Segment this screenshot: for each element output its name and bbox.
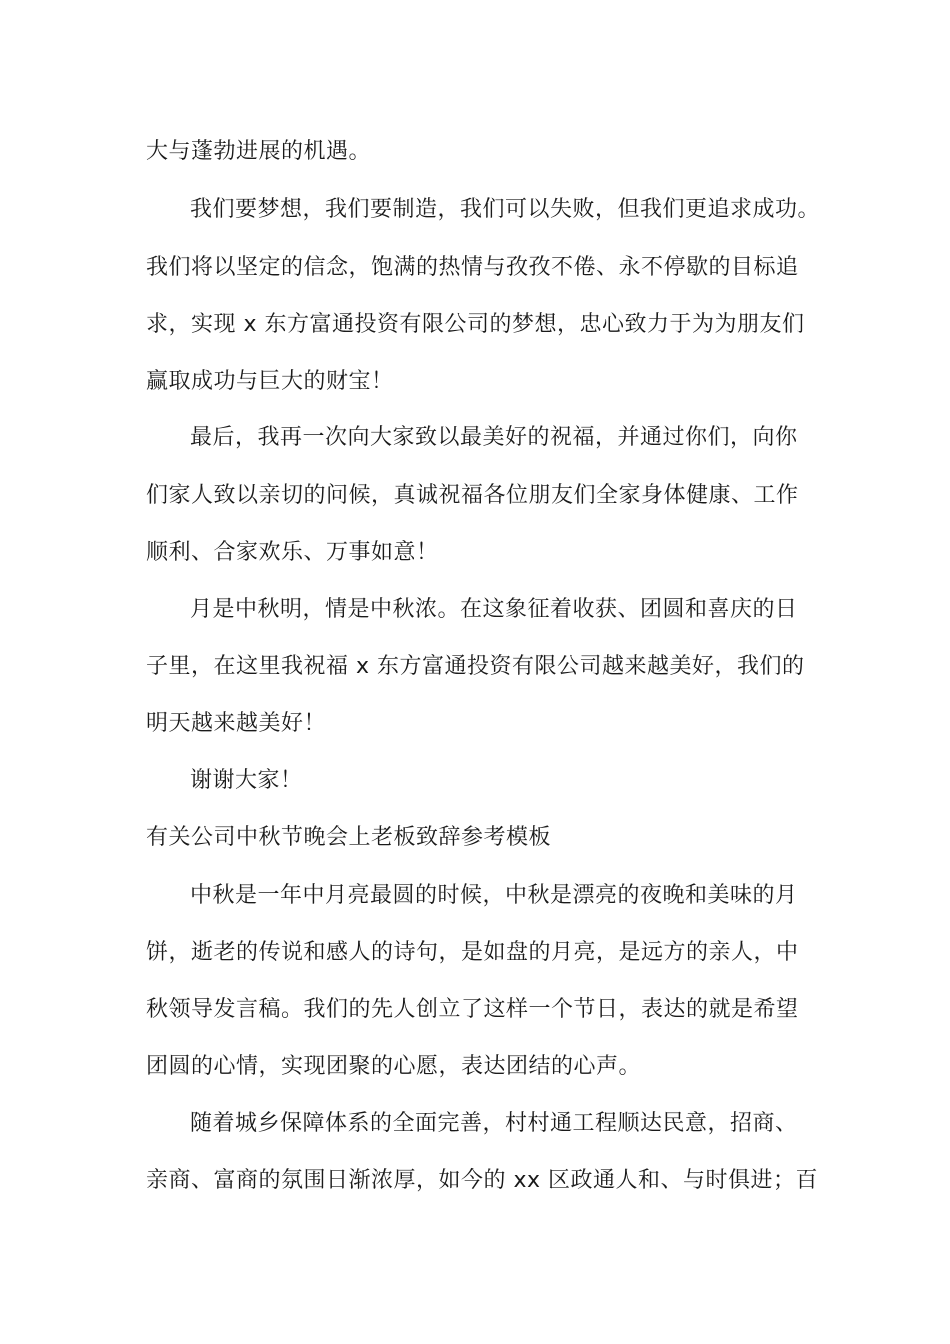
text-line: 亲商、富商的氛围日渐浓厚，如今的 xx 区政通人和、与时俱进；百 <box>146 1168 819 1193</box>
text-line: 赢取成功与巨大的财宝！ <box>146 369 394 394</box>
paragraph-start: 中秋是一年中月亮最圆的时候，中秋是漂亮的夜晚和美味的月 <box>190 883 798 908</box>
text-line: 团圆的心情，实现团聚的心愿，表达团结的心声。 <box>146 1054 642 1079</box>
paragraph-start: 谢谢大家！ <box>190 768 303 793</box>
text-line: 大与蓬勃进展的机遇。 <box>146 139 372 164</box>
text-line: 秋领导发言稿。我们的先人创立了这样一个节日，表达的就是希望 <box>146 997 799 1022</box>
text-line: 子里，在这里我祝福 x 东方富通投资有限公司越来越美好，我们的 <box>146 654 805 679</box>
text-line: 明天越来越美好！ <box>146 711 327 736</box>
paragraph-start: 随着城乡保障体系的全面完善，村村通工程顺达民意，招商、 <box>190 1111 798 1136</box>
paragraph-start: 最后，我再一次向大家致以最美好的祝福，并通过你们，向你 <box>190 425 798 450</box>
paragraph-start: 我们要梦想，我们要制造，我们可以失败，但我们更追求成功。 <box>190 197 821 222</box>
text-line: 饼，逝老的传说和感人的诗句，是如盘的月亮，是远方的亲人，中 <box>146 940 799 965</box>
paragraph-start: 月是中秋明，情是中秋浓。在这象征着收获、团圆和喜庆的日 <box>190 597 798 622</box>
text-line: 顺利、合家欢乐、万事如意！ <box>146 540 439 565</box>
text-line: 们家人致以亲切的问候，真诚祝福各位朋友们全家身体健康、工作 <box>146 483 799 508</box>
section-heading: 有关公司中秋节晚会上老板致辞参考模板 <box>146 825 552 850</box>
text-line: 我们将以坚定的信念，饱满的热情与孜孜不倦、永不停歇的目标追 <box>146 255 799 280</box>
text-line: 求，实现 x 东方富通投资有限公司的梦想，忠心致力于为为朋友们 <box>146 312 805 337</box>
